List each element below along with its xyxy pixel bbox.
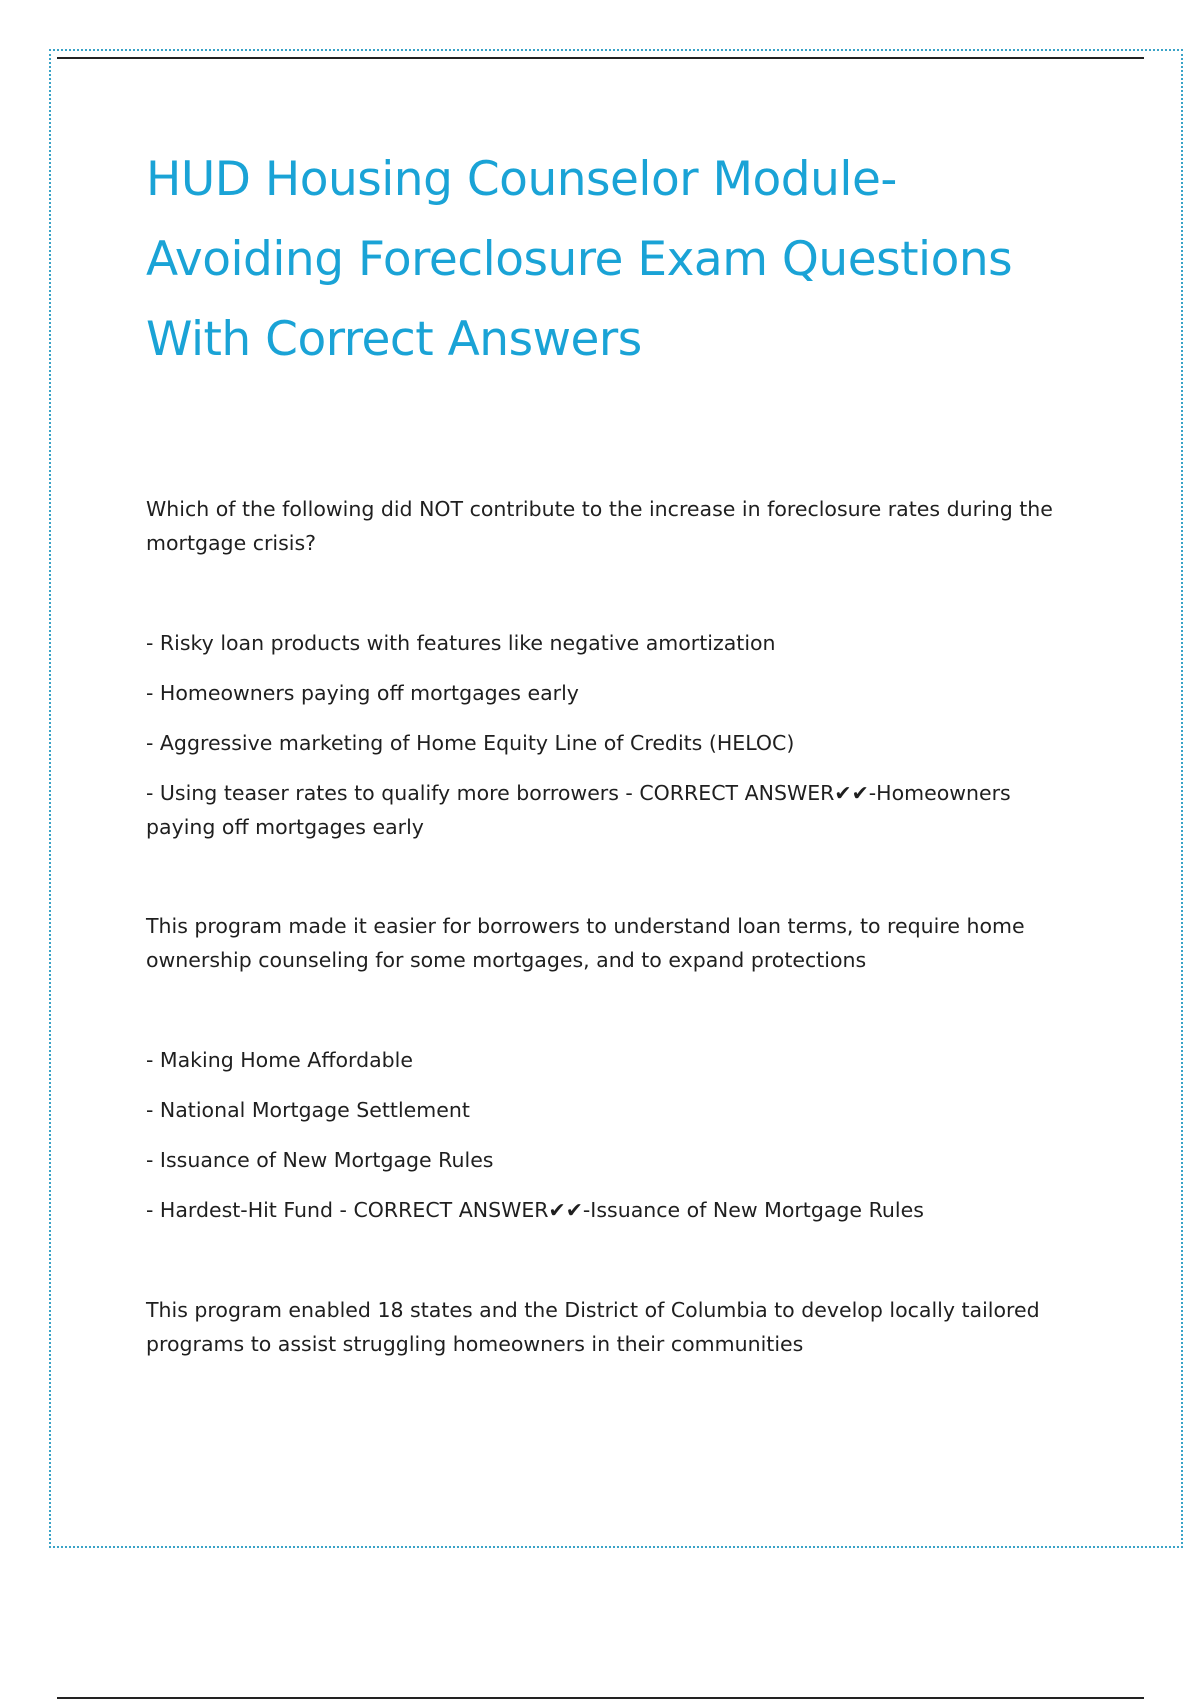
question-2-option-2: - National Mortgage Settlement (146, 1098, 470, 1122)
question-2-text: This program made it easier for borrowers to understand loan terms, to require home ownership counseling for some mortgages, and to expand protections (146, 914, 1025, 972)
title-line-2: Avoiding Foreclosure Exam Questions (146, 232, 1013, 287)
question-2-options (146, 1043, 1086, 1227)
question-1-text: Which of the following did NOT contribute to the increase in foreclosure rates during the mortgage crisis? (146, 497, 1053, 555)
top-rule (57, 57, 1144, 59)
question-1-option-4-with-answer: - Using teaser rates to qualify more borrowers - CORRECT ANSWER✔✔-Homeowners paying off mortgages early (146, 781, 1011, 839)
bottom-rule (57, 1697, 1144, 1699)
question-1-options (146, 626, 1086, 844)
title-line-3: With Correct Answers (146, 312, 642, 367)
question-1-option-2: - Homeowners paying off mortgages early (146, 681, 579, 705)
question-1-option-1: - Risky loan products with features like negative amortization (146, 631, 776, 655)
document-body (146, 492, 1086, 1361)
question-2-option-3: - Issuance of New Mortgage Rules (146, 1148, 494, 1172)
question-1-option-3: - Aggressive marketing of Home Equity Line of Credits (HELOC) (146, 731, 795, 755)
question-2-option-4-with-answer: - Hardest-Hit Fund - CORRECT ANSWER✔✔-Issuance of New Mortgage Rules (146, 1198, 924, 1222)
title-line-1: HUD Housing Counselor Module- (146, 152, 897, 207)
document-title (146, 140, 1086, 380)
question-2-option-1: - Making Home Affordable (146, 1048, 413, 1072)
question-3-text: This program enabled 18 states and the District of Columbia to develop locally tailored programs to assist struggling homeowners in their communities (146, 1298, 1040, 1356)
